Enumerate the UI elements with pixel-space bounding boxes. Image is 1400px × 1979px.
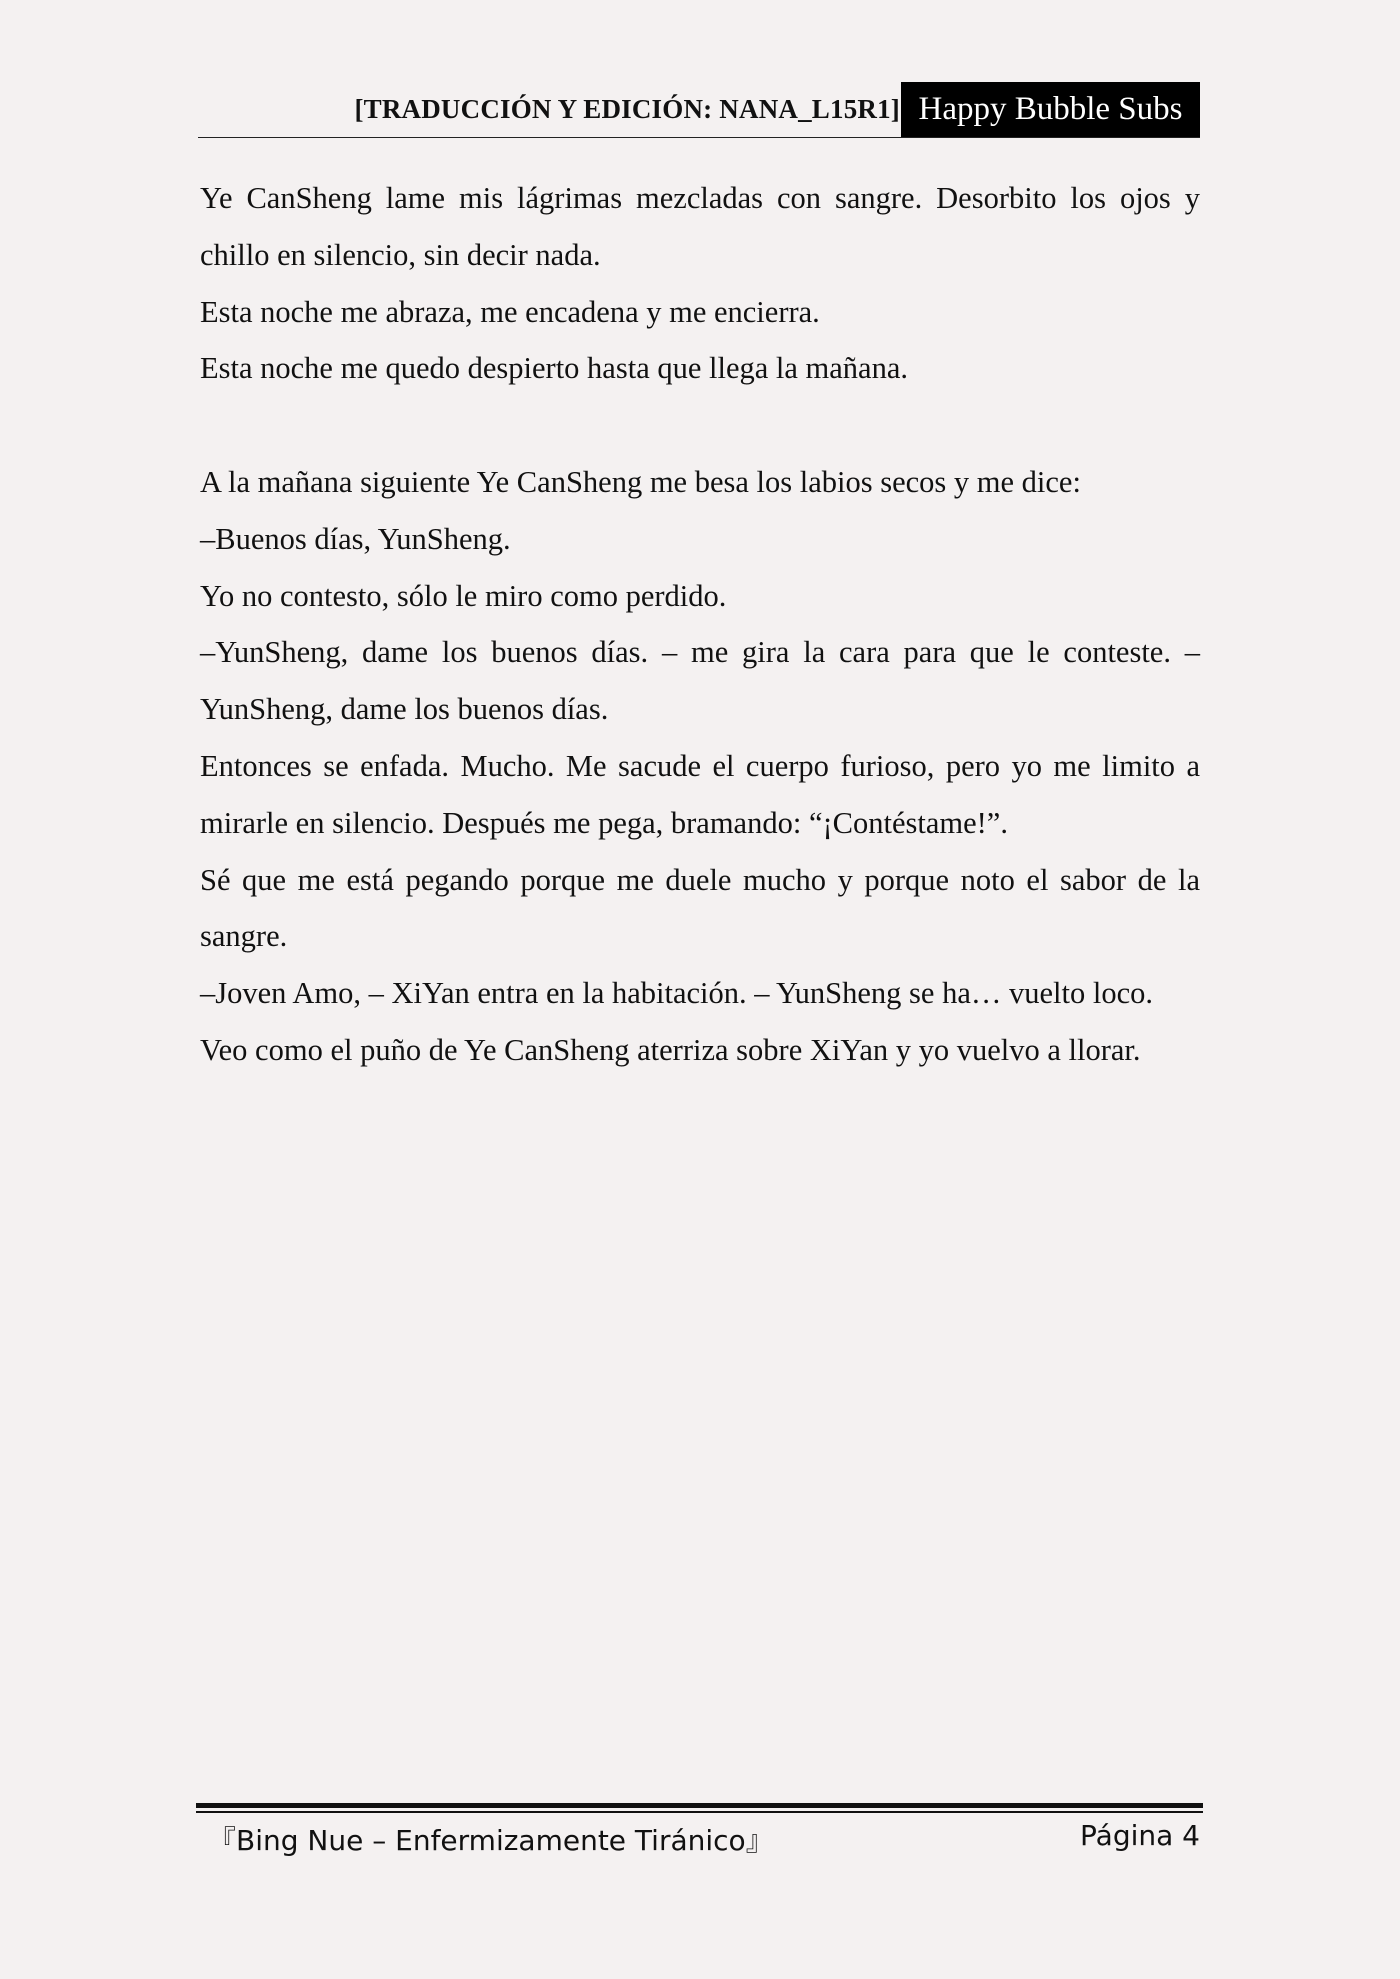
paragraph: Ye CanSheng lame mis lágrimas mezcladas con sangre. Desorbito los ojos y chillo en silencio, sin decir nada. xyxy=(200,181,1200,272)
paragraph: Esta noche me abraza, me encadena y me encierra. xyxy=(200,294,820,329)
paragraph: Esta noche me quedo despierto hasta que llega la mañana. xyxy=(200,351,909,386)
footer-rule-thin xyxy=(196,1811,1203,1813)
group-brand-label: Happy Bubble Subs xyxy=(901,82,1200,137)
paragraph: Veo como el puño de Ye CanSheng aterriza sobre XiYan y yo vuelvo a llorar. xyxy=(200,1032,1141,1067)
paragraph: Entonces se enfada. Mucho. Me sacude el cuerpo furioso, pero yo me limito a mirarle en silencio. Después me pega, bramando: “¡Contéstame!”. xyxy=(200,748,1200,840)
page-header xyxy=(198,82,1200,138)
paragraph: Sé que me está pegando porque me duele mucho y porque noto el sabor de la sangre. xyxy=(200,862,1200,954)
body-text xyxy=(200,170,1200,1079)
paragraph: –YunSheng, dame los buenos días. – me gira la cara para que le conteste. – YunSheng, dame los buenos días. xyxy=(200,635,1200,727)
paragraph: A la mañana siguiente Ye CanSheng me besa los labios secos y me dice: xyxy=(200,464,1081,499)
translation-credit: [TRADUCCIÓN Y EDICIÓN: NANA_L15R1] xyxy=(354,94,900,124)
paragraph-gap xyxy=(200,397,1200,454)
footer-book-title: 『Bing Nue – Enfermizamente Tiránico』 xyxy=(208,1824,774,1857)
paragraph: Yo no contesto, sólo le miro como perdido. xyxy=(200,578,727,613)
paragraph: –Joven Amo, – XiYan entra en la habitación. – YunSheng se ha… vuelto loco. xyxy=(200,976,1153,1011)
paragraph: –Buenos días, YunSheng. xyxy=(200,521,511,556)
footer-page-number: Página 4 xyxy=(1080,1819,1200,1852)
footer-rule-thick xyxy=(196,1803,1203,1808)
